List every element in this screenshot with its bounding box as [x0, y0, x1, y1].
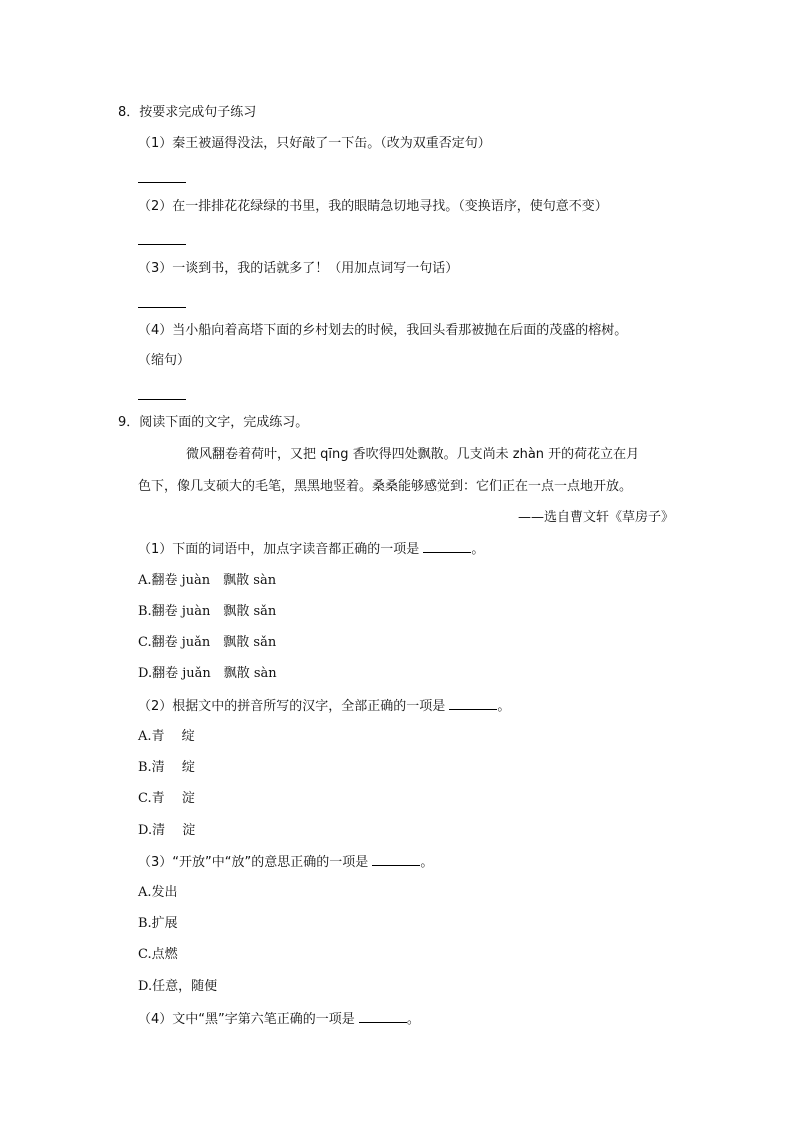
q9-sub3-option-c: C.点燃: [138, 947, 178, 962]
q8-item-4: （4）当小船向着高塔下面的乡村划去的时候，我回头看那被抛在后面的茂盛的榕树。: [138, 323, 628, 338]
q9-sub2-text: （2）根据文中的拼音所写的汉字，全部正确的一项是: [138, 699, 446, 714]
q9-sub3-question: [138, 853, 433, 872]
q9-sub3-option-d: D.任意，随便: [138, 979, 218, 994]
q9-sub1-option-d: D.翻卷 juǎn 飘散 sàn: [138, 666, 277, 681]
q9-sub2-option-c: C.青 淀: [138, 791, 195, 806]
q9-sub2-option-b: B.清 绽: [138, 760, 195, 775]
q9-sub3-text: （3）“开放”中“放”的意思正确的一项是: [138, 855, 369, 870]
q9-sub1-option-c: C.翻卷 juǎn 飘散 sǎn: [138, 635, 277, 650]
q8-item-4-suffix: （缩句）: [138, 353, 191, 368]
q8-answer-line-3[interactable]: [138, 307, 186, 308]
q9-sub3-blank[interactable]: [372, 853, 420, 866]
q9-sub2-blank[interactable]: [449, 697, 497, 710]
q9-sub4-end: 。: [406, 1012, 420, 1027]
q9-sub3-end: 。: [420, 855, 434, 870]
q9-title: 9．阅读下面的文字，完成练习。: [118, 415, 309, 430]
q8-item-1: （1）秦王被逼得没法，只好敲了一下缶。（改为双重否定句）: [138, 136, 491, 151]
q9-passage-line-1: 微风翻卷着荷叶，又把 qīng 香吹得四处飘散。几支尚未 zhàn 开的荷花立在月: [186, 447, 640, 462]
q9-sub1-option-b: B.翻卷 juàn 飘散 sǎn: [138, 604, 277, 619]
q9-sub4-blank[interactable]: [359, 1010, 407, 1023]
q9-sub3-option-b: B.扩展: [138, 916, 178, 931]
q8-item-2: （2）在一排排花花绿绿的书里，我的眼睛急切地寻找。（变换语序，使句意不变）: [138, 199, 608, 214]
q9-sub2-question: [138, 697, 510, 716]
q9-sub3-option-a: A.发出: [138, 885, 178, 900]
q8-answer-line-4[interactable]: [138, 399, 186, 400]
q9-sub4-text: （4）文中“黑”字第六笔正确的一项是: [138, 1012, 355, 1027]
q9-sub2-end: 。: [497, 699, 511, 714]
q9-sub1-question: [138, 540, 484, 559]
q9-sub1-end: 。: [471, 542, 485, 557]
q9-sub4-question: [138, 1010, 420, 1029]
q8-answer-line-2[interactable]: [138, 244, 186, 245]
q9-sub2-option-d: D.清 淀: [138, 823, 196, 838]
q8-answer-line-1[interactable]: [138, 182, 186, 183]
q9-sub1-blank[interactable]: [423, 540, 471, 553]
q9-sub1-text: （1）下面的词语中，加点字读音都正确的一项是: [138, 542, 420, 557]
q9-passage-line-2: 色下，像几支硕大的毛笔，黑黑地竖着。桑桑能够感觉到：它们正在一点一点地开放。: [138, 479, 633, 494]
q9-sub1-option-a: A.翻卷 juàn 飘散 sàn: [138, 573, 277, 588]
q8-item-3: （3）一谈到书，我的话就多了！（用加点词写一句话）: [138, 261, 459, 276]
q9-source: ——选自曹文轩《草房子》: [517, 510, 674, 525]
q8-title: 8．按要求完成句子练习: [118, 105, 257, 120]
q9-sub2-option-a: A.青 绽: [138, 729, 195, 744]
